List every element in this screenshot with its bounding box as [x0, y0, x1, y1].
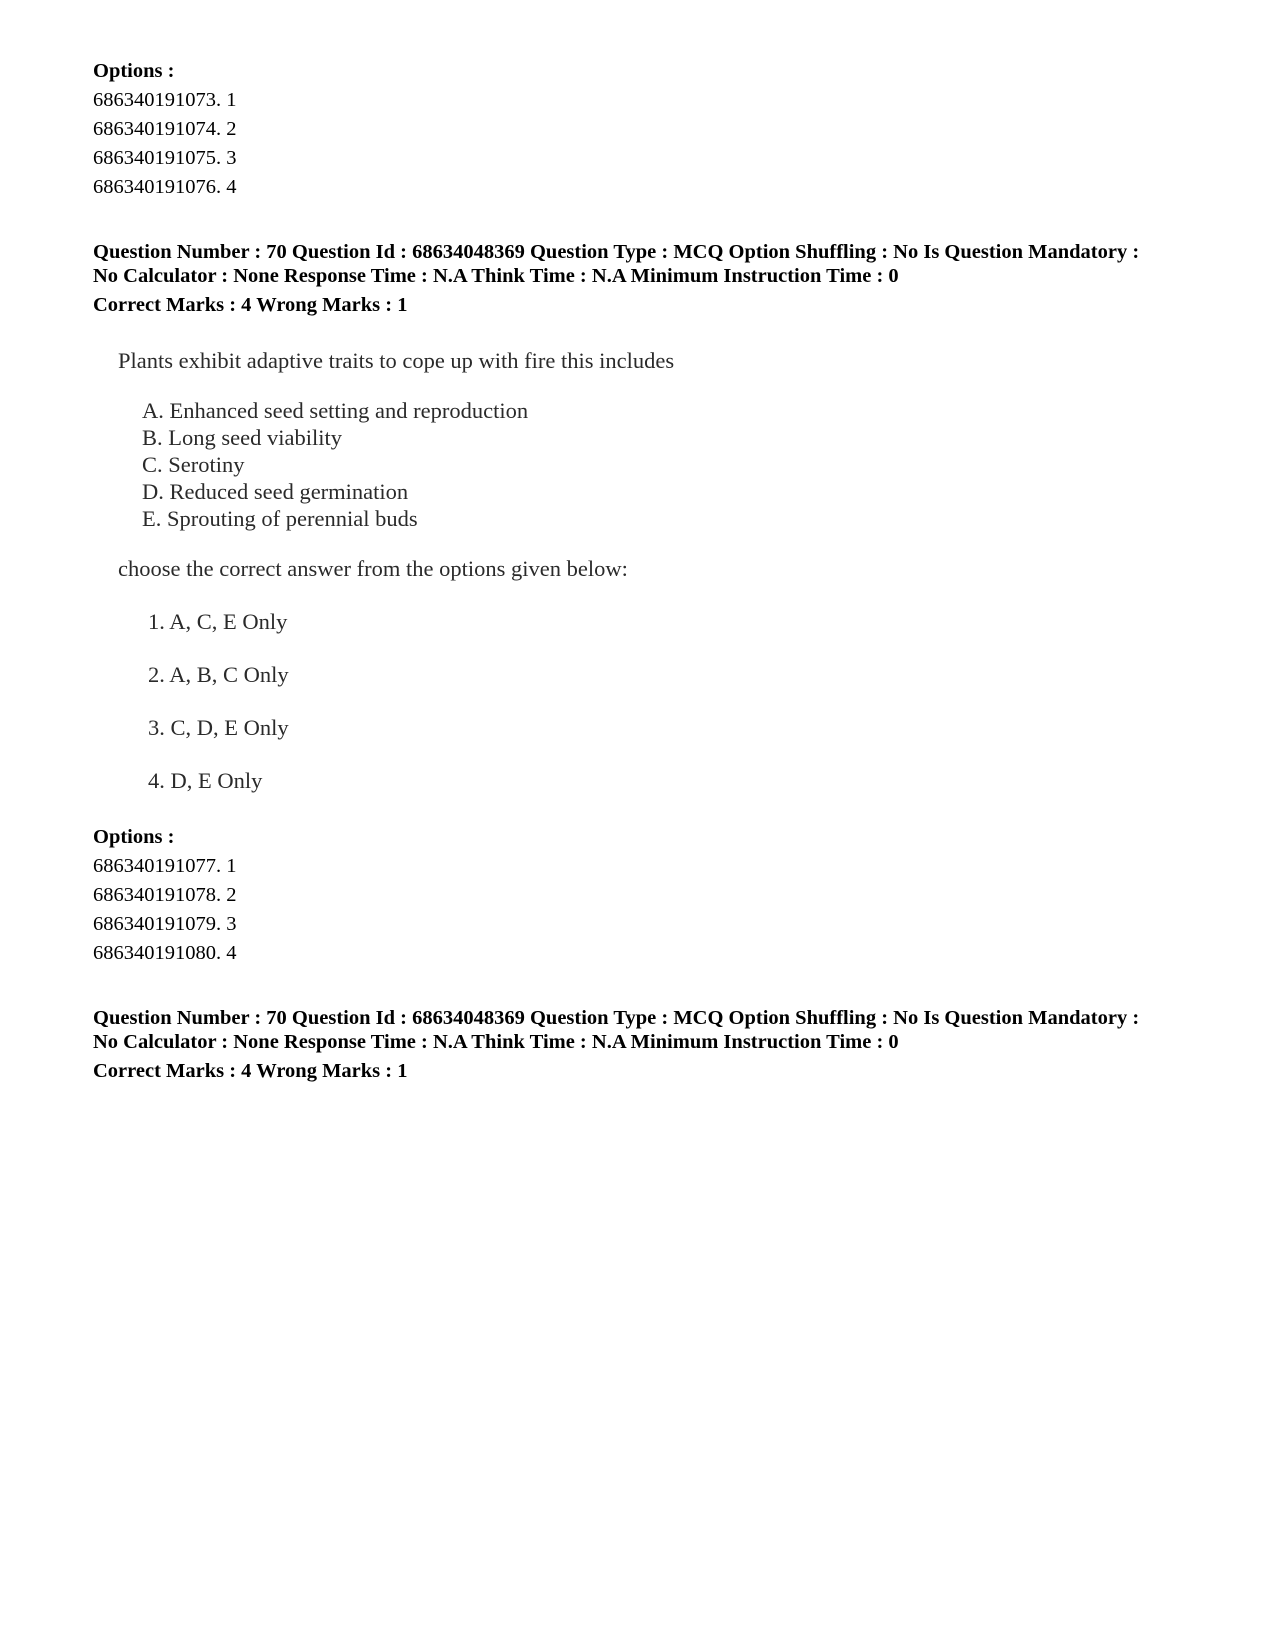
- question-meta: [93, 240, 1203, 288]
- option-item: 686340191078. 2: [93, 884, 237, 906]
- answer-choice: 3. C, D, E Only: [148, 715, 289, 740]
- statement-item: A. Enhanced seed setting and reproduction: [142, 398, 529, 423]
- option-item: 686340191075. 3: [93, 147, 237, 169]
- question-meta-line: No Calculator : None Response Time : N.A Think Time : N.A Minimum Instruction Time : 0: [93, 265, 899, 287]
- statement-item: B. Long seed viability: [142, 425, 342, 450]
- options-list: [93, 86, 237, 202]
- options-heading: Options :: [93, 826, 175, 848]
- options-list: [93, 852, 237, 968]
- option-item: 686340191077. 1: [93, 855, 237, 877]
- option-item: 686340191073. 1: [93, 89, 237, 111]
- answer-choice: 4. D, E Only: [148, 768, 263, 793]
- option-item: 686340191076. 4: [93, 176, 237, 198]
- question-instruction: choose the correct answer from the options given below:: [118, 556, 628, 581]
- option-item: 686340191080. 4: [93, 942, 237, 964]
- statement-item: E. Sprouting of perennial buds: [142, 506, 418, 531]
- next-question-meta: [93, 1006, 1203, 1054]
- statement-item: D. Reduced seed germination: [142, 479, 409, 504]
- question-meta-line: No Calculator : None Response Time : N.A Think Time : N.A Minimum Instruction Time : 0: [93, 1031, 899, 1053]
- question-image: [118, 348, 758, 818]
- options-heading: Options :: [93, 60, 175, 82]
- question-stem: Plants exhibit adaptive traits to cope up with fire this includes: [118, 348, 675, 373]
- statement-item: C. Serotiny: [142, 452, 245, 477]
- next-question-marks: Correct Marks : 4 Wrong Marks : 1: [93, 1060, 408, 1082]
- option-item: 686340191074. 2: [93, 118, 237, 140]
- answer-choice: 1. A, C, E Only: [148, 609, 288, 634]
- answer-choice: 2. A, B, C Only: [148, 662, 289, 687]
- option-item: 686340191079. 3: [93, 913, 237, 935]
- question-meta-line: Question Number : 70 Question Id : 68634048369 Question Type : MCQ Option Shuffling : No Is Question Mandatory :: [93, 1007, 1140, 1029]
- question-marks: Correct Marks : 4 Wrong Marks : 1: [93, 294, 408, 316]
- question-meta-line: Question Number : 70 Question Id : 68634048369 Question Type : MCQ Option Shuffling : No Is Question Mandatory :: [93, 241, 1140, 263]
